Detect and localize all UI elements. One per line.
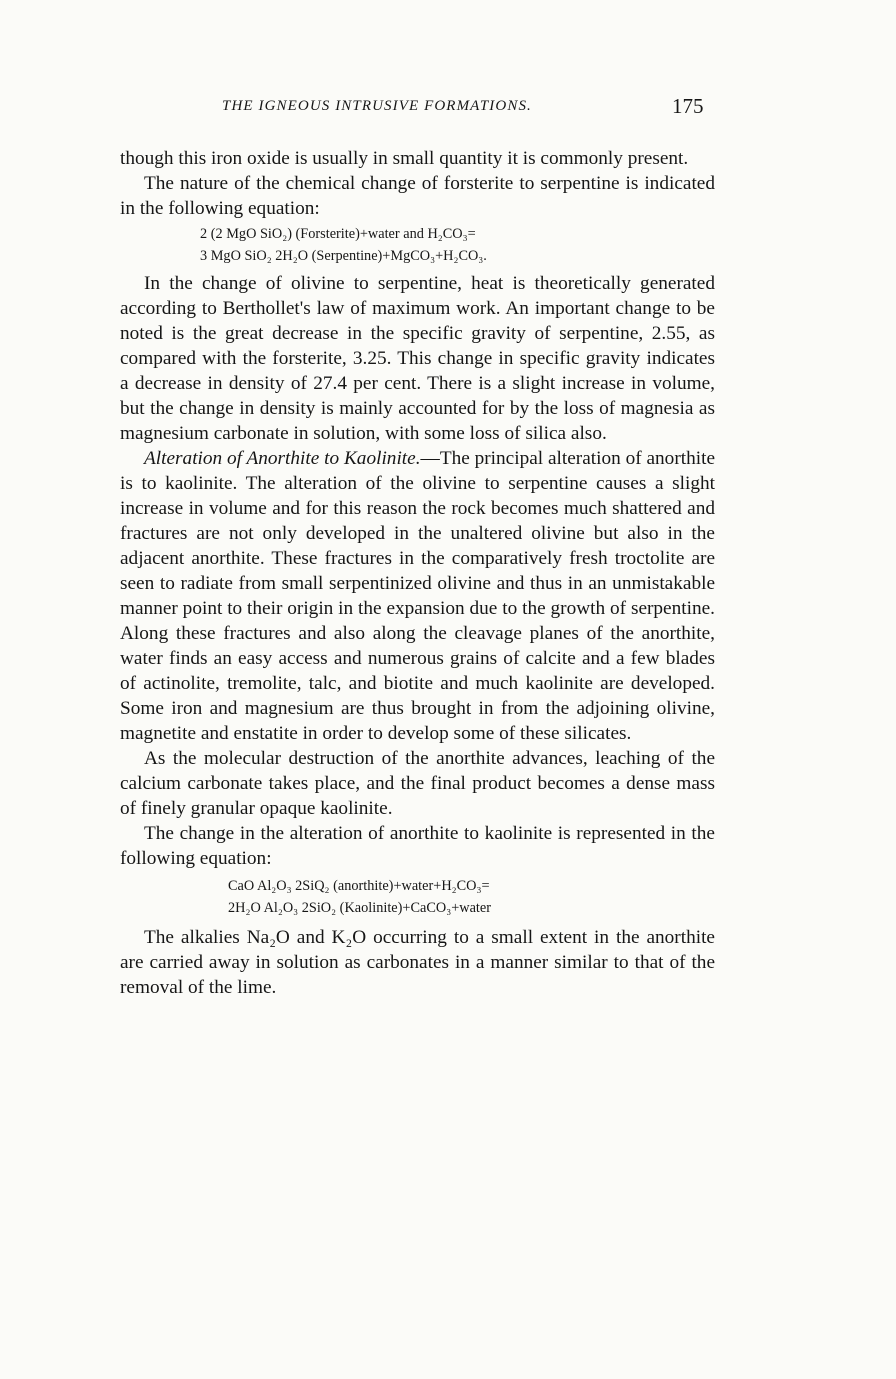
paragraph-continuation: though this iron oxide is usually in small quantity it is commonly present. (120, 148, 689, 169)
equation-anorthite-kaolinite (120, 875, 715, 919)
paragraph-anorthite-alteration (120, 446, 715, 746)
equation-line: 3 MgO SiO₂ 2H₂O (Serpentine)+MgCO₃+H₂CO₃. (200, 248, 487, 264)
paragraph-alkalies: The alkalies Na₂O and K₂O occurring to a small extent in the anorthite are carried away in solution as carbonates in a manner similar to that of the removal of the lime. (120, 927, 715, 998)
section-heading: Alteration of Anorthite to Kaolinite. (144, 448, 421, 469)
paragraph-body: —The principal alteration of anorthite is to kaolinite. The alteration of the olivine to serpentine causes a slight increase in volume and for this reason the rock becomes much shattered and fractures are not only developed in the unaltered olivine but also in the adjacent anorthite. These fractures in the comparatively fresh troctolite are seen to radiate from small serpentinized olivine and thus in an unmistakable manner point to their origin in the expansion due to the growth of serpentine. Along these fractures and also along the cleavage planes of the anorthite, water finds an easy access and numerous grains of calcite and a few blades of actinolite, tremolite, talc, and biotite and much kaolinite are developed. Some iron and magnesium are thus brought in from the adjoining olivine, magnetite and enstatite in order to develop some of these silicates. (120, 448, 716, 744)
equation-line: 2H₂O Al₂O₃ 2SiO₂ (Kaolinite)+CaCO₃+water (228, 900, 492, 916)
equation-line: 2 (2 MgO SiO₂) (Forsterite)+water and H₂CO₃= (200, 226, 476, 242)
page-number: 175 (672, 94, 704, 118)
page-header (0, 94, 896, 124)
paragraph-forsterite-intro: The nature of the chemical change of forsterite to serpentine is indicated in the following equation: (120, 173, 715, 219)
running-head: THE IGNEOUS INTRUSIVE FORMATIONS. (222, 98, 532, 114)
paragraph-kaolinite-intro: The change in the alteration of anorthite to kaolinite is represented in the following equation: (120, 823, 715, 869)
equation-line: CaO Al₂O₃ 2SiQ₂ (anorthite)+water+H₂CO₃= (228, 878, 490, 894)
paragraph-leaching: As the molecular destruction of the anorthite advances, leaching of the calcium carbonate takes place, and the final product becomes a dense mass of finely granular opaque kaolinite. (120, 748, 715, 819)
body-text (120, 146, 715, 1000)
paragraph-olivine-serpentine: In the change of olivine to serpentine, heat is theoretically generated according to Berthollet's law of maximum work. An important change to be noted is the great decrease in the specific gravity of serpentine, 2.55, as compared with the forsterite, 3.25. This change in specific gravity indicates a decrease in density of 27.4 per cent. There is a slight increase in volume, but the change in density is mainly accounted for by the loss of magnesia as magnesium carbonate in solution, with some loss of silica also. (120, 273, 715, 444)
equation-forsterite-serpentine (120, 223, 715, 267)
